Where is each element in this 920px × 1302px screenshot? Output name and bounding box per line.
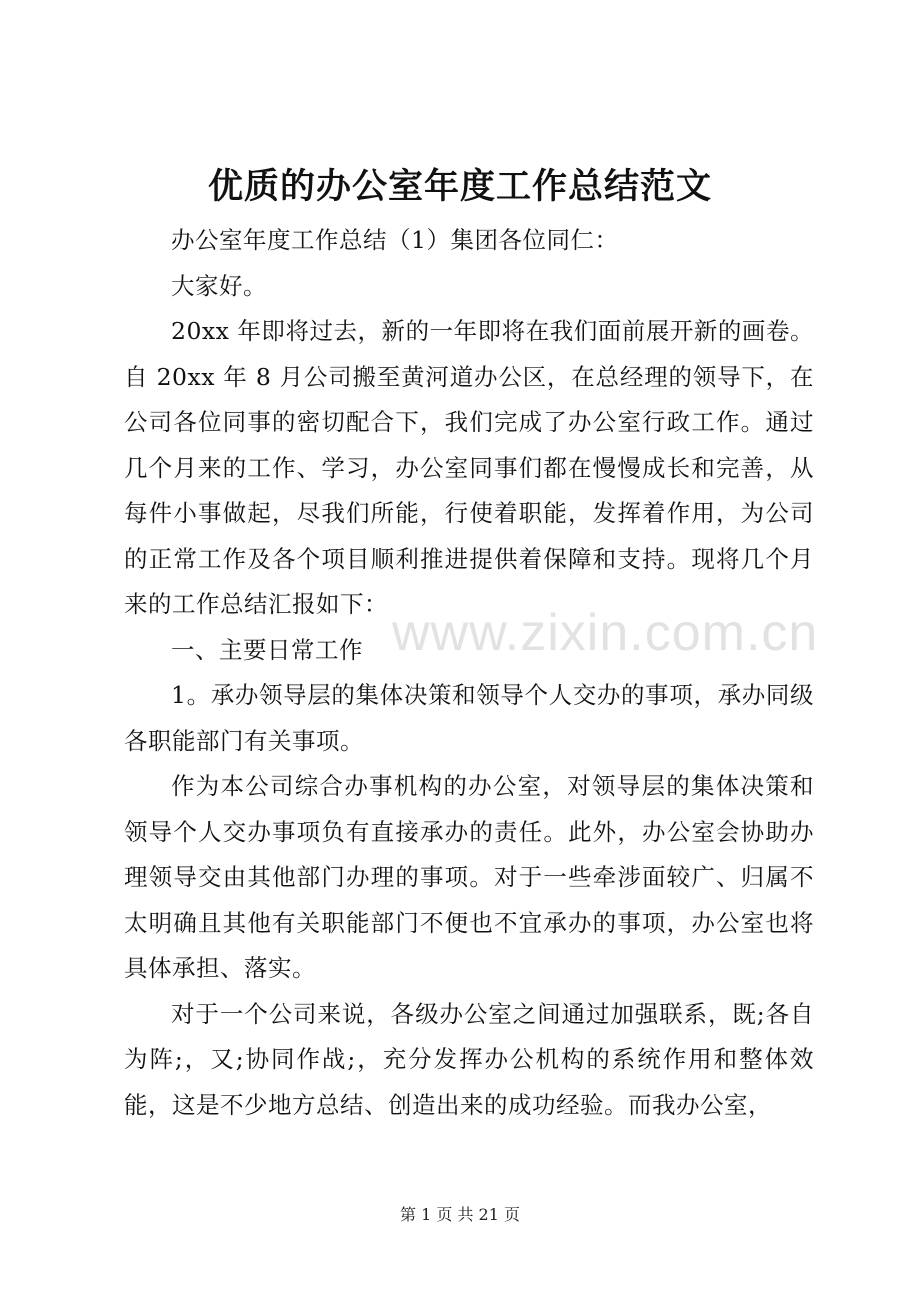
section-heading-main-work: 一、主要日常工作: [171, 635, 363, 664]
paragraph-item-1: 1。承办领导层的集体决策和领导个人交办的事项，承办同级各职能部门有关事项。: [124, 681, 814, 755]
paragraph-intro: 20xx 年即将过去，新的一年即将在我们面前展开新的画卷。自 20xx 年 8 月公司搬至黄河道办公区，在总经理的领导下，在公司各位同事的密切配合下，我们完成了办公室行政工作。通过几个月来的工作、学习，办公室同事们都在慢慢成长和完善，从每件小事做起，尽我们所能，行使着职能，发挥着作用，为公司的正常工作及各个项目顺利推进提供着保障和支持。现将几个月来的工作总结汇报如下：: [124, 317, 814, 618]
paragraph-coordination: 对于一个公司来说，各级办公室之间通过加强联系，既;各自为阵;，又;协同作战;，充分发挥办公机构的系统作用和整体效能，这是不少地方总结、创造出来的成功经验。而我办公室，: [124, 999, 814, 1119]
watermark: www.zixin.com.cn: [392, 604, 819, 662]
paragraph-greeting: 大家好。: [171, 271, 267, 300]
document-title: 优质的办公室年度工作总结范文: [207, 167, 712, 207]
paragraph-responsibility: 作为本公司综合办事机构的办公室，对领导层的集体决策和领导个人交办事项负有直接承办的责任。此外，办公室会协助办理领导交由其他部门办理的事项。对于一些牵涉面较广、归属不太明确且其他有关职能部门不便也不宜承办的事项，办公室也将具体承担、落实。: [124, 772, 814, 982]
document-body: [124, 218, 814, 1128]
page-footer: 第 1 页 共 21 页: [400, 1205, 520, 1224]
paragraph-salutation: 办公室年度工作总结（1）集团各位同仁：: [171, 226, 619, 254]
